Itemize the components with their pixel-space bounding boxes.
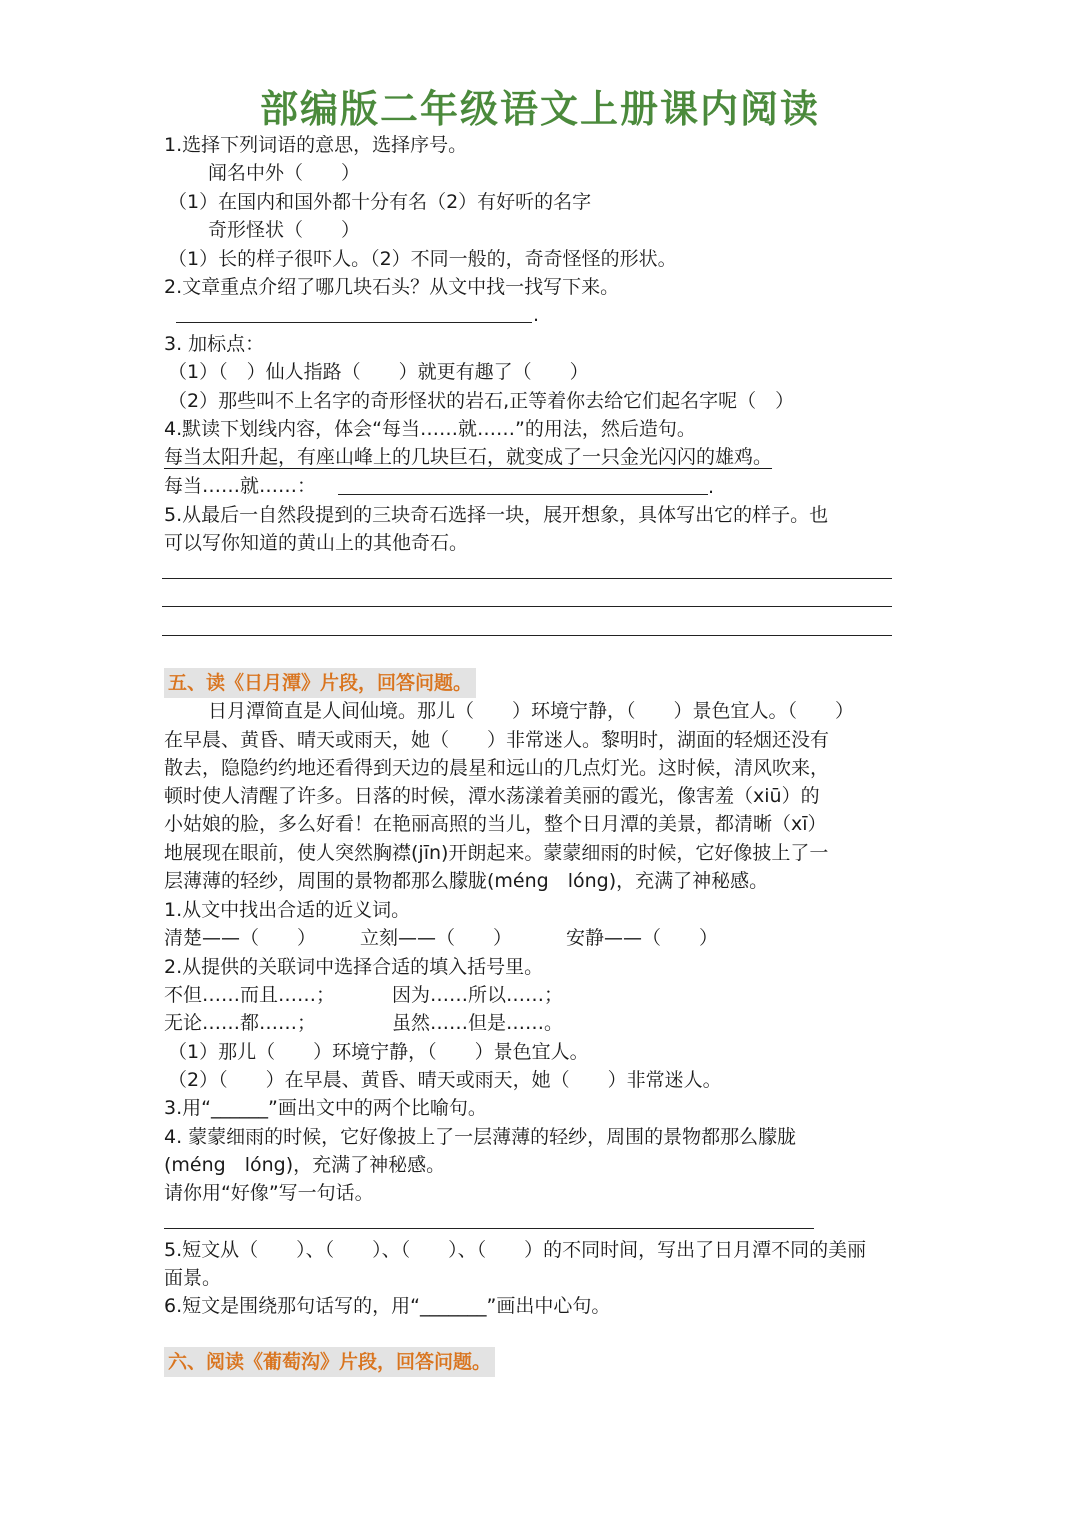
question-3: 3. 加标点： bbox=[164, 333, 265, 355]
answer-line-period: . bbox=[708, 476, 715, 498]
question-4: 4.默读下划线内容，体会“每当……就……”的用法，然后造句。 bbox=[164, 418, 696, 440]
question-4-underlined-sentence: 每当太阳升起，有座山峰上的几块巨石，就变成了一只金光闪闪的雄鸡。 bbox=[164, 446, 773, 468]
synonym-item-2: 立刻——（ ） bbox=[360, 927, 513, 949]
question-2-item-1: （1）那儿（ ）环境宁静，（ ）景色宜人。 bbox=[168, 1041, 589, 1063]
question-5-line-1: 5.从最后一自然段提到的三块奇石选择一块，展开想象，具体写出它的样子。也 bbox=[164, 504, 829, 526]
answer-line bbox=[162, 635, 892, 636]
passage-line: 地展现在眼前，使人突然胸襟(jīn)开朗起来。蒙蒙细雨的时候，它好像披上了一 bbox=[164, 842, 829, 864]
question-3-item-2: （2）那些叫不上名字的奇形怪状的岩石,正等着你去给它们起名字呢（ ） bbox=[168, 390, 795, 412]
question-1-word-1: 闻名中外（ ） bbox=[208, 162, 361, 184]
synonym-item-3: 安静——（ ） bbox=[566, 927, 719, 949]
section-5-question-6: 6.短文是围绕那句话写的，用“_______”画出中心句。 bbox=[164, 1295, 611, 1317]
section-5-question-4-line-2: (méng lóng)，充满了神秘感。 bbox=[164, 1154, 446, 1176]
section-6-heading: 六、阅读《葡萄沟》片段，回答问题。 bbox=[164, 1347, 495, 1377]
conjunction-option: 虽然……但是……。 bbox=[392, 1012, 564, 1034]
section-5-question-1: 1.从文中找出合适的近义词。 bbox=[164, 899, 411, 921]
passage-line: 在早晨、黄昏、晴天或雨天，她（ ）非常迷人。黎明时，湖面的轻烟还没有 bbox=[164, 729, 830, 751]
conjunction-option: 无论……都……； bbox=[164, 1012, 317, 1034]
page-title: 部编版二年级语文上册课内阅读 bbox=[259, 86, 820, 131]
question-1-options-1: （1）在国内和国外都十分有名（2）有好听的名字 bbox=[168, 191, 592, 213]
question-5-line-2: 可以写你知道的黄山上的其他奇石。 bbox=[164, 532, 469, 554]
question-1-options-2: （1）长的样子很吓人。（2）不同一般的，奇奇怪怪的形状。 bbox=[168, 248, 677, 270]
question-2-item-2: （2）（ ）在早晨、黄昏、晴天或雨天，她（ ）非常迷人。 bbox=[168, 1069, 722, 1091]
answer-line bbox=[176, 322, 532, 323]
answer-line bbox=[162, 578, 892, 579]
section-5-question-4-prompt: 请你用“好像”写一句话。 bbox=[164, 1182, 374, 1204]
question-1: 1.选择下列词语的意思，选择序号。 bbox=[164, 134, 468, 156]
passage-line: 散去，隐隐约约地还看得到天边的晨星和远山的几点灯光。这时候，清风吹来， bbox=[164, 757, 830, 779]
answer-line bbox=[164, 1228, 814, 1229]
section-5-question-5-line-1: 5.短文从（ ）、（ ）、（ ）、（ ）的不同时间，写出了日月潭不同的美丽 bbox=[164, 1239, 867, 1261]
section-5-question-2: 2.从提供的关联词中选择合适的填入括号里。 bbox=[164, 956, 544, 978]
question-1-word-2: 奇形怪状（ ） bbox=[208, 219, 361, 241]
conjunction-option: 不但……而且……； bbox=[164, 984, 336, 1006]
question-3-item-1: （1）（ ）仙人指路（ ）就更有趣了（ ） bbox=[168, 361, 589, 383]
synonym-item-1: 清楚——（ ） bbox=[164, 927, 317, 949]
question-4-prompt: 每当……就……： bbox=[164, 475, 317, 497]
passage-line: 小姑娘的脸，多么好看！在艳丽高照的当儿，整个日月潭的美景，都清晰（xī） bbox=[164, 813, 827, 835]
section-5-question-3: 3.用“______”画出文中的两个比喻句。 bbox=[164, 1097, 487, 1119]
answer-line-period: . bbox=[533, 304, 540, 326]
passage-line: 顿时使人清醒了许多。日落的时候，潭水荡漾着美丽的霞光，像害羞（xiū）的 bbox=[164, 785, 820, 807]
question-2: 2.文章重点介绍了哪几块石头？从文中找一找写下来。 bbox=[164, 276, 620, 298]
section-5-question-5-line-2: 面景。 bbox=[164, 1267, 222, 1289]
section-5-question-4-line-1: 4. 蒙蒙细雨的时候，它好像披上了一层薄薄的轻纱，周围的景物都那么朦胧 bbox=[164, 1126, 797, 1148]
conjunction-option: 因为……所以……； bbox=[392, 984, 564, 1006]
passage-line: 日月潭简直是人间仙境。那儿（ ）环境宁静，（ ）景色宜人。（ ） bbox=[208, 700, 855, 722]
section-5-heading: 五、读《日月潭》片段，回答问题。 bbox=[164, 668, 476, 698]
passage-line: 层薄薄的轻纱，周围的景物都那么朦胧(méng lóng)，充满了神秘感。 bbox=[164, 870, 769, 892]
answer-line bbox=[162, 606, 892, 607]
answer-line bbox=[338, 494, 708, 495]
